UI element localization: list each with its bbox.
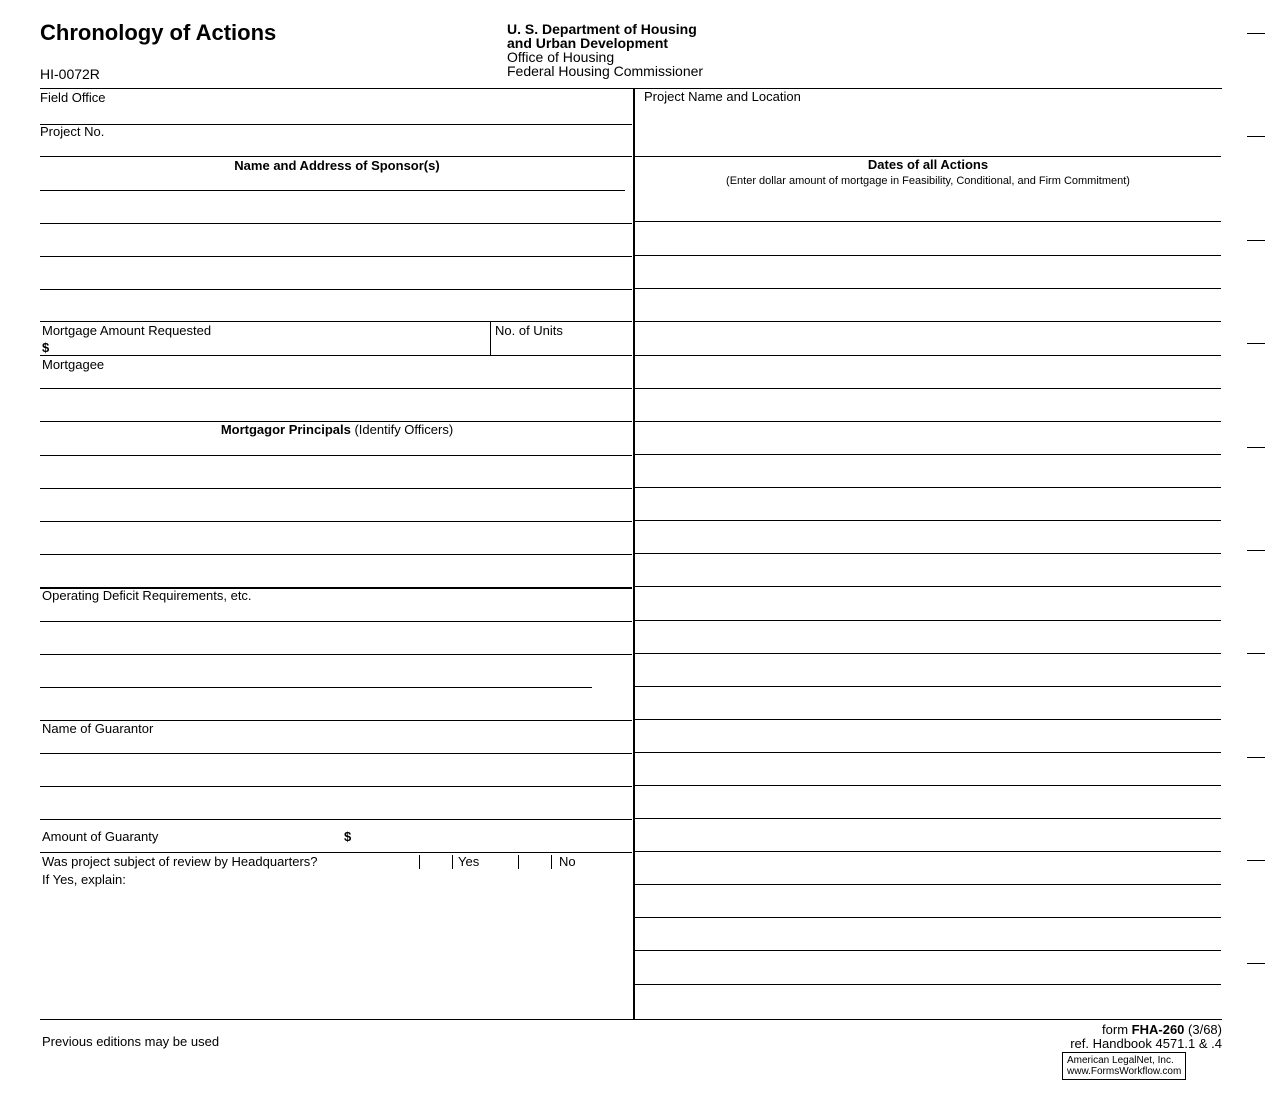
dates-line-22[interactable]	[635, 917, 1221, 918]
dates-note: (Enter dollar amount of mortgage in Feasibility, Conditional, and Firm Commitment)	[726, 175, 1130, 187]
dates-line-4[interactable]	[635, 321, 1221, 322]
operating-line-1[interactable]	[40, 621, 632, 622]
project-no-label: Project No.	[40, 124, 105, 139]
sponsor-heading: Name and Address of Sponsor(s)	[234, 158, 440, 173]
legalnet-stamp	[1062, 1052, 1186, 1080]
field-office-line[interactable]	[40, 124, 632, 125]
principals-line-2[interactable]	[40, 488, 632, 489]
sponsor-line-3[interactable]	[40, 256, 632, 257]
top-rule	[40, 88, 1222, 89]
dates-line-14[interactable]	[635, 653, 1221, 654]
principals-heading	[40, 422, 634, 437]
form-number-bold: FHA-260	[1131, 1022, 1185, 1037]
mortgagee-line-1[interactable]	[40, 388, 632, 389]
agency-line4: Federal Housing Commissioner	[507, 63, 704, 79]
dates-line-16[interactable]	[635, 719, 1221, 720]
guarantor-line-3[interactable]	[40, 819, 632, 820]
dates-line-20[interactable]	[635, 851, 1221, 852]
dates-line-11[interactable]	[635, 553, 1221, 554]
handbook-ref: ref. Handbook 4571.1 & .4	[1070, 1036, 1222, 1051]
form-suffix: (3/68)	[1184, 1022, 1222, 1037]
stamp-line2: www.FormsWorkflow.com	[1067, 1066, 1182, 1077]
edge-tick	[1247, 860, 1265, 861]
dates-line-1[interactable]	[635, 221, 1221, 222]
dates-line-13[interactable]	[635, 620, 1221, 621]
dates-line-24[interactable]	[635, 984, 1221, 985]
edge-tick	[1247, 757, 1265, 758]
no-label: No	[559, 854, 576, 869]
dates-line-9[interactable]	[635, 487, 1221, 488]
field-office-label: Field Office	[40, 90, 106, 105]
yes-checkbox[interactable]	[419, 855, 453, 869]
guarantor-label: Name of Guarantor	[42, 721, 154, 736]
agency-line3: Office of Housing	[507, 49, 615, 65]
edge-tick	[1247, 550, 1265, 551]
edge-tick	[1247, 240, 1265, 241]
guaranty-dollar-sign: $	[344, 829, 352, 844]
dates-line-10[interactable]	[635, 520, 1221, 521]
no-checkbox[interactable]	[518, 855, 552, 869]
dates-line-17[interactable]	[635, 752, 1221, 753]
bottom-rule	[40, 1019, 1222, 1020]
principals-line-1[interactable]	[40, 455, 632, 456]
units-label: No. of Units	[495, 323, 563, 338]
guarantor-line-1[interactable]	[40, 753, 632, 754]
dates-line-3[interactable]	[635, 288, 1221, 289]
dates-line-23[interactable]	[635, 950, 1221, 951]
edge-tick	[1247, 447, 1265, 448]
previous-editions-note: Previous editions may be used	[42, 1034, 220, 1049]
dates-heading: Dates of all Actions	[867, 157, 989, 172]
operating-line-3[interactable]	[40, 687, 592, 688]
operating-line-2[interactable]	[40, 654, 632, 655]
form-title: Chronology of Actions	[40, 20, 277, 45]
sponsor-line-1[interactable]	[40, 190, 625, 191]
form-number	[900, 1022, 1222, 1037]
yes-label: Yes	[458, 854, 480, 869]
sponsor-line-4[interactable]	[40, 289, 632, 290]
edge-tick	[1247, 963, 1265, 964]
dates-line-19[interactable]	[635, 818, 1221, 819]
edge-tick	[1247, 33, 1265, 34]
center-divider	[633, 88, 635, 1020]
mortgagee-label: Mortgagee	[42, 357, 105, 372]
form-prefix: form	[1102, 1022, 1132, 1037]
dates-line-5[interactable]	[635, 355, 1221, 356]
principals-line-3[interactable]	[40, 521, 632, 522]
dates-line-6[interactable]	[635, 388, 1221, 389]
guaranty-label: Amount of Guaranty	[42, 829, 159, 844]
mortgage-line[interactable]	[40, 355, 632, 356]
dates-line-12[interactable]	[635, 586, 1221, 587]
sponsor-line-2[interactable]	[40, 223, 632, 224]
mortgage-dollar-sign: $	[42, 340, 50, 355]
project-no-line[interactable]	[40, 156, 632, 157]
guaranty-line[interactable]	[40, 852, 632, 853]
units-divider	[490, 321, 491, 355]
form-code: HI-0072R	[40, 66, 100, 82]
explain-label: If Yes, explain:	[42, 872, 126, 887]
guarantor-line-2[interactable]	[40, 786, 632, 787]
dates-line-2[interactable]	[635, 255, 1221, 256]
project-name-label: Project Name and Location	[644, 89, 801, 104]
dates-line-7[interactable]	[635, 421, 1221, 422]
agency-line2: and Urban Development	[507, 35, 669, 51]
operating-label: Operating Deficit Requirements, etc.	[42, 588, 252, 603]
edge-tick	[1247, 653, 1265, 654]
review-question: Was project subject of review by Headquarters?	[42, 854, 318, 869]
agency-line1: U. S. Department of Housing	[507, 21, 697, 37]
dates-line-15[interactable]	[635, 686, 1221, 687]
principals-heading-rest: (Identify Officers)	[350, 422, 454, 437]
principals-heading-bold: Mortgagor Principals	[220, 422, 351, 437]
principals-line-4[interactable]	[40, 554, 632, 555]
mortgage-amount-label: Mortgage Amount Requested	[42, 323, 212, 338]
dates-line-18[interactable]	[635, 785, 1221, 786]
sponsor-line-5[interactable]	[40, 321, 632, 322]
edge-tick	[1247, 343, 1265, 344]
stamp-line1: American LegalNet, Inc.	[1067, 1055, 1174, 1066]
dates-line-8[interactable]	[635, 454, 1221, 455]
edge-tick	[1247, 136, 1265, 137]
dates-line-21[interactable]	[635, 884, 1221, 885]
